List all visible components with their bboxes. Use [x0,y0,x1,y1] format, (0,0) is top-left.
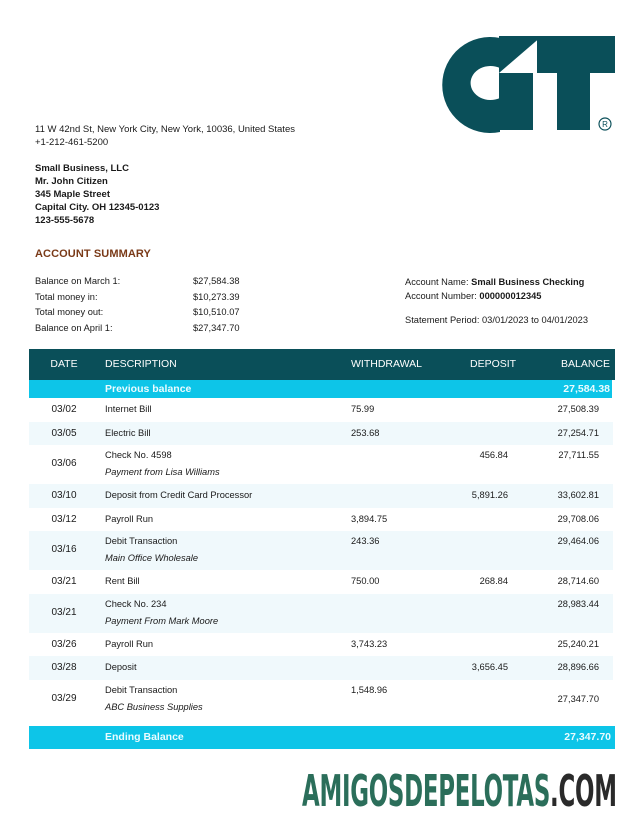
table-row [29,570,613,594]
row-sub-description: ABC Business Supplies [105,701,203,712]
row-balance: 25,240.21 [557,638,599,649]
customer-company: Small Business, LLC [35,163,129,174]
row-deposit: 5,891.26 [471,490,508,500]
table-row [29,680,613,719]
row-balance: 27,254.71 [557,427,599,438]
row-sub-description: Payment From Mark Moore [105,615,219,626]
row-date: 03/21 [51,576,77,587]
row-withdrawal: 75.99 [351,404,375,414]
row-deposit: 456.84 [479,450,508,460]
row-date: 03/28 [51,662,77,673]
summary-row: Total money in: $10,273.39 [35,291,240,302]
row-description: Rent Bill [105,576,140,586]
watermark-suffix: .COM [550,766,617,817]
row-balance: 29,464.06 [557,536,599,546]
row-withdrawal: 3,743.23 [351,638,388,649]
account-name-value: Small Business Checking [471,277,585,287]
row-description: Deposit from Credit Card Processor [105,490,253,500]
row-withdrawal: 750.00 [351,576,380,586]
row-withdrawal: 1,548.96 [351,684,388,695]
row-balance: 29,708.06 [557,513,599,524]
table-row [29,633,613,657]
row-deposit: 3,656.45 [471,662,508,672]
bank-address: 11 W 42nd St, New York City, New York, 10036, United States [35,124,295,135]
row-balance: 28,714.60 [557,576,599,586]
header-withdrawal: WITHDRAWAL [351,358,422,370]
summary-row: Balance on April 1: $27,347.70 [35,322,240,333]
account-number-label: Account Number: [405,290,477,301]
account-number-value: 000000012345 [479,290,542,301]
row-date: 03/21 [51,606,77,618]
row-date: 03/26 [51,638,77,650]
row-date: 03/12 [51,513,77,525]
account-info [405,276,584,303]
row-balance: 28,983.44 [557,598,599,609]
row-description: Debit Transaction [105,536,178,546]
row-date: 03/16 [51,544,77,555]
table-row [29,594,613,633]
ending-balance-row: Ending Balance 27,347.70 [29,726,615,749]
customer-street: 345 Maple Street [35,189,110,200]
customer-address-block [35,162,159,227]
row-sub-description: Main Office Wholesale [105,553,199,563]
bank-address-block [35,123,295,149]
customer-name: Mr. John Citizen [35,176,108,187]
row-description: Payroll Run [105,513,154,524]
row-description: Debit Transaction [105,684,178,695]
row-withdrawal: 243.36 [351,536,380,546]
row-deposit: 268.84 [479,576,508,586]
statement-period: Statement Period: 03/01/2023 to 04/01/2023 [405,315,588,325]
table-row [29,445,613,484]
summary-row: Balance on March 1: $27,584.38 [35,276,240,286]
header-date: DATE [50,358,78,370]
watermark-main: AMIGOSDEPELOTAS [302,766,551,817]
cit-logo [405,36,620,136]
row-description: Check No. 4598 [105,450,172,460]
previous-balance-row: Previous balance 27,584.38 [29,380,612,398]
row-description: Internet Bill [105,404,152,414]
watermark [302,768,632,816]
row-date: 03/10 [51,490,77,501]
row-description: Check No. 234 [105,598,167,609]
row-description: Deposit [105,662,137,672]
row-balance: 33,602.81 [557,490,599,500]
row-date: 03/05 [51,427,77,439]
table-header [29,349,615,380]
table-row [29,508,613,532]
row-balance: 27,508.39 [557,404,599,414]
account-summary-title: ACCOUNT SUMMARY [35,248,151,260]
table-row [29,531,613,570]
customer-city: Capital City. OH 12345-0123 [35,202,160,213]
customer-phone: 123-555-5678 [35,215,95,226]
account-summary [35,274,240,336]
row-withdrawal: 3,894.75 [351,513,388,524]
row-date: 03/02 [51,404,77,415]
row-date: 03/06 [51,458,77,469]
summary-row: Total money out: $10,510.07 [35,307,240,317]
header-deposit: DEPOSIT [470,358,517,370]
table-row [29,484,613,508]
table-row [29,422,613,446]
row-withdrawal: 253.68 [351,427,380,438]
header-balance: BALANCE [560,358,610,370]
row-balance: 27,347.70 [557,693,599,704]
row-date: 03/29 [51,692,77,704]
bank-phone: +1-212-461-5200 [35,137,109,148]
account-name-label: Account Name: [405,277,469,287]
row-sub-description: Payment from Lisa Williams [105,467,220,477]
row-description: Electric Bill [105,427,151,438]
table-row [29,656,613,680]
row-balance: 27,711.55 [558,450,599,460]
header-description: DESCRIPTION [105,358,177,370]
row-balance: 28,896.66 [557,662,599,672]
table-row [29,398,613,422]
transactions-table [29,349,615,749]
row-description: Payroll Run [105,638,154,649]
svg-text:R: R [602,120,608,129]
